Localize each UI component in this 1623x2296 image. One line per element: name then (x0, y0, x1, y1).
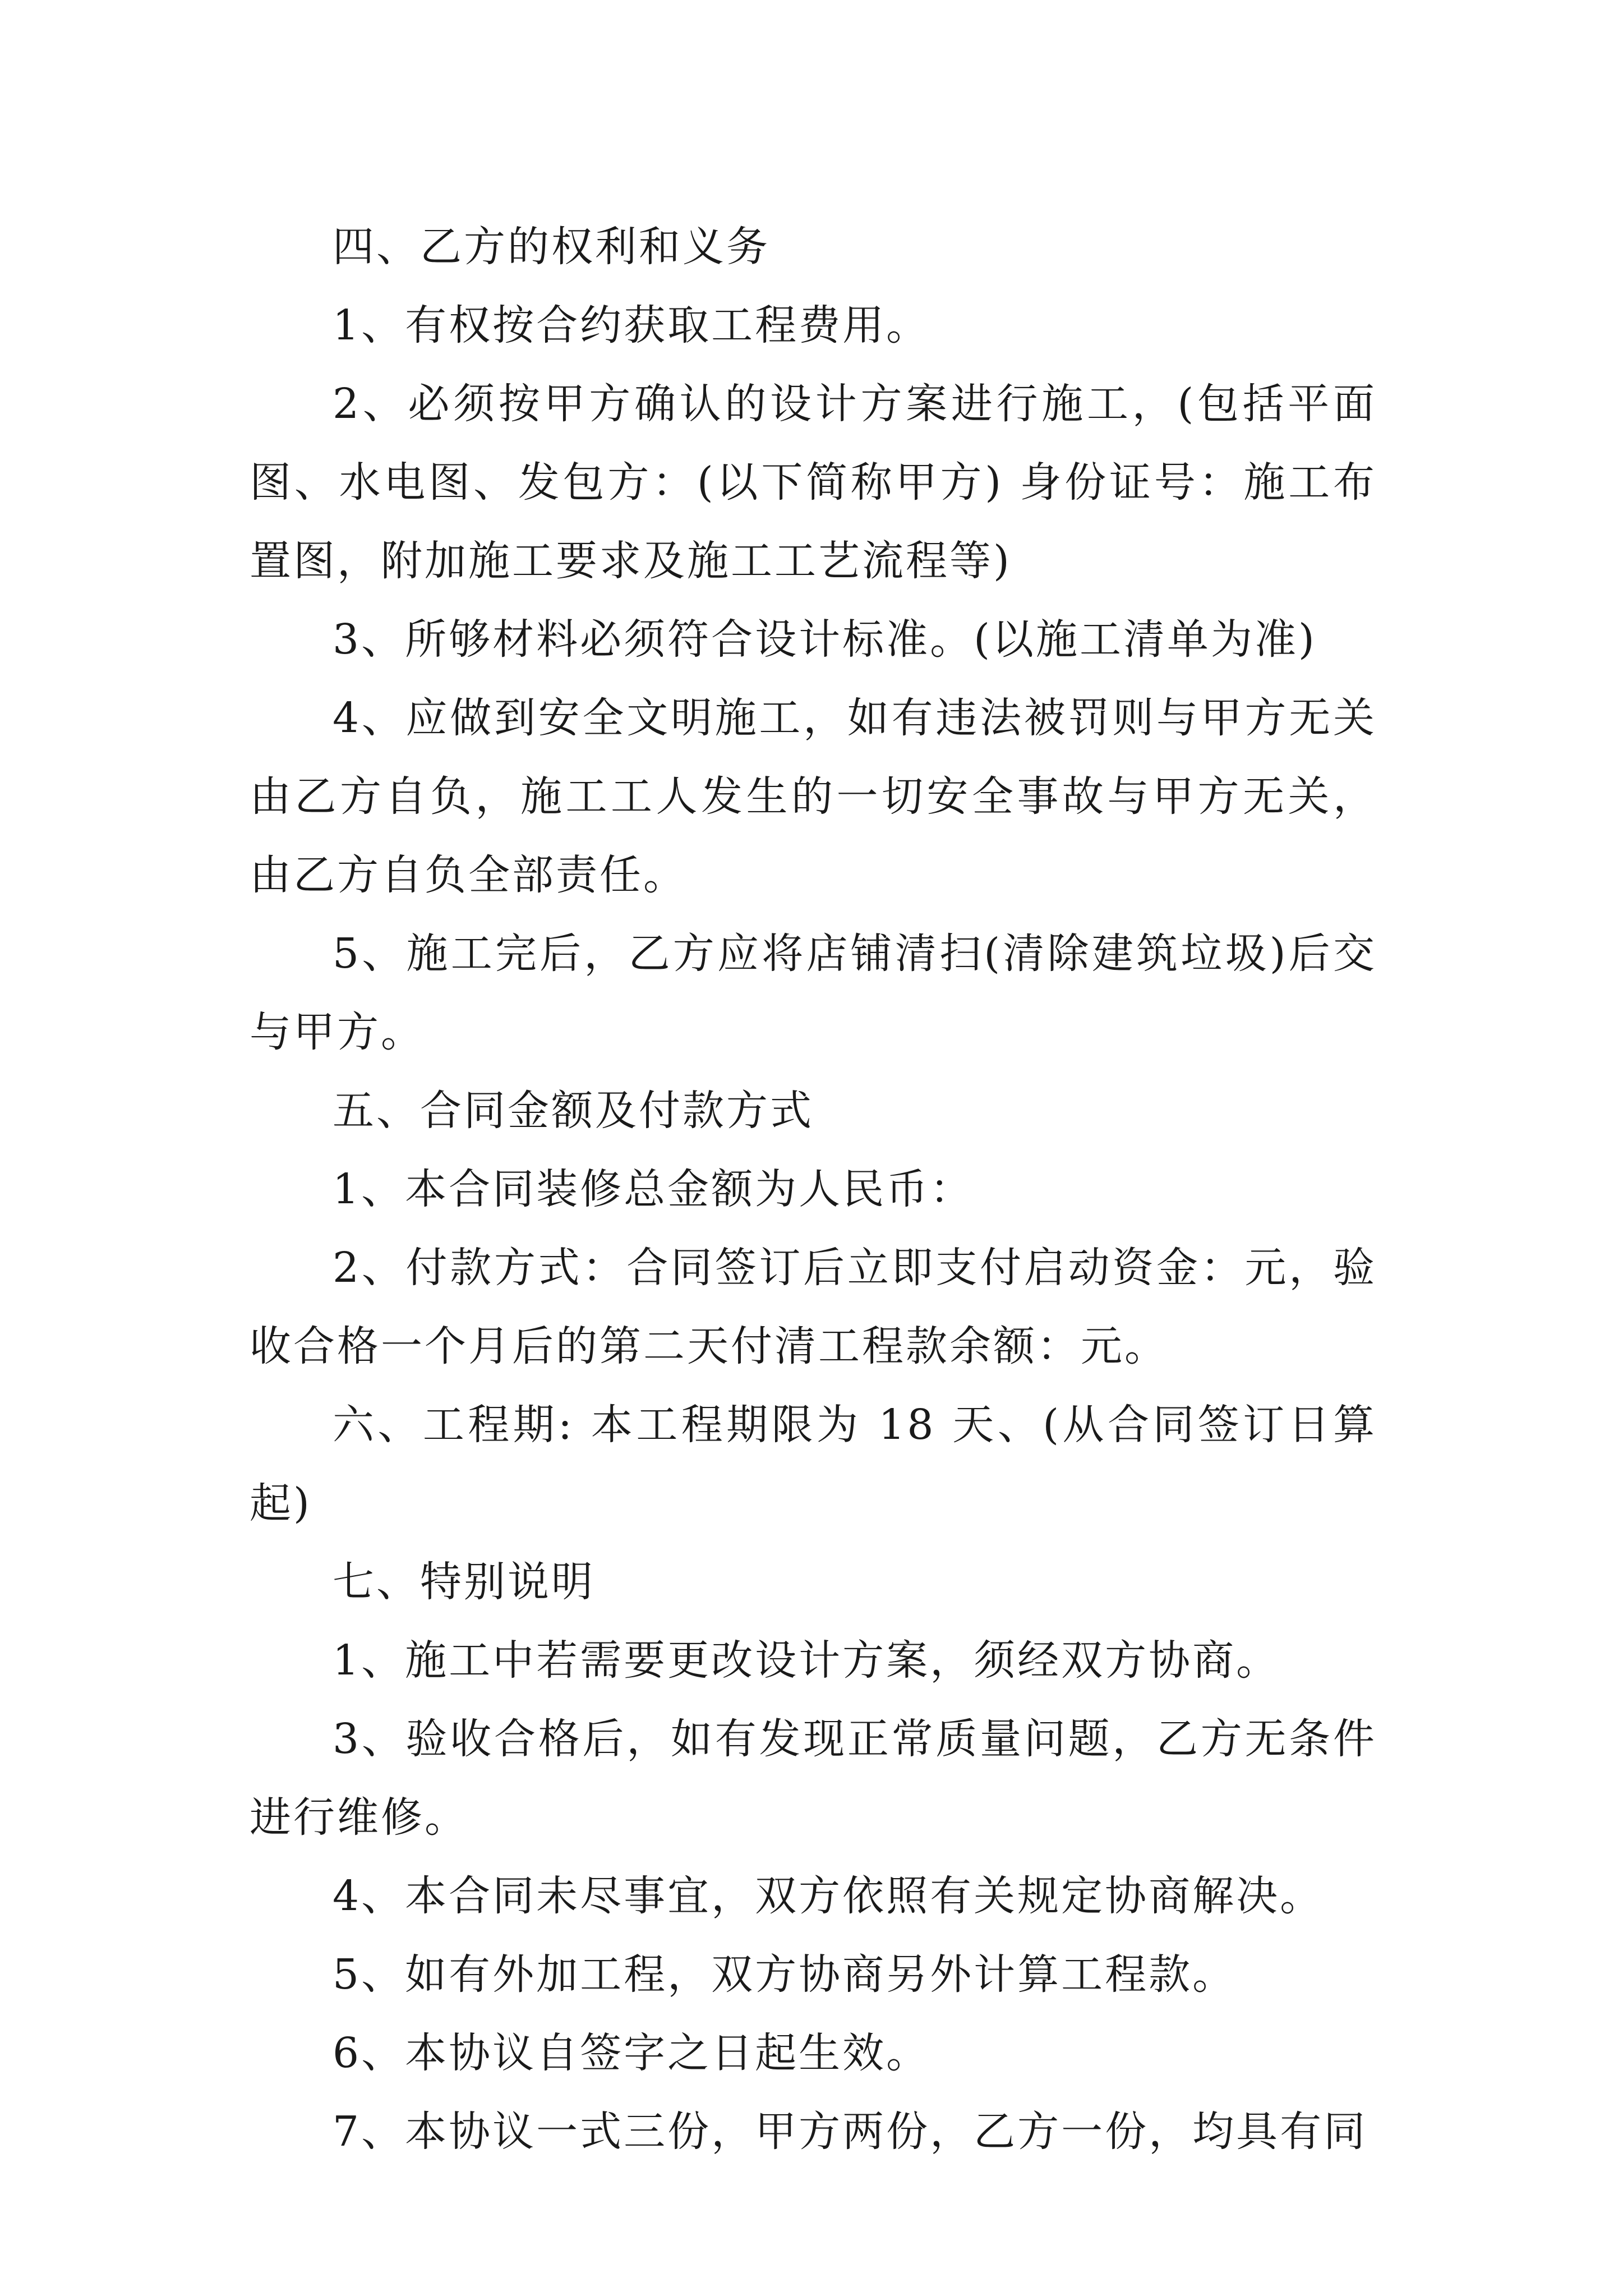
section-heading-special-notes: 七、特别说明 (333, 1558, 595, 1606)
clause-paragraph: 3、验收合格后，如有发现正常质量问题，乙方无条件进行维修。 (250, 1715, 1377, 1842)
clause-paragraph: 1、有权按合约获取工程费用。 (333, 301, 930, 349)
section-heading-party-b-rights: 四、乙方的权利和义务 (333, 223, 770, 271)
clause-paragraph: 6、本协议自签字之日起生效。 (333, 2029, 930, 2077)
clause-paragraph: 5、如有外加工程，双方协商另外计算工程款。 (333, 1950, 1237, 1999)
document-body (250, 208, 1377, 2171)
section-heading-contract-amount: 五、合同金额及付款方式 (333, 1087, 814, 1135)
clause-paragraph: 5、施工完后，乙方应将店铺清扫(清除建筑垃圾)后交与甲方。 (250, 930, 1377, 1056)
section-heading-construction-period: 六、工程期: 本工程期限为 18 天、(从合同签订日算起) (250, 1401, 1377, 1527)
clause-paragraph: 2、必须按甲方确认的设计方案进行施工，(包括平面图、水电图、发包方：(以下简称甲方) 身份证号：施工布置图，附加施工要求及施工工艺流程等) (250, 380, 1377, 585)
clause-paragraph: 4、应做到安全文明施工，如有违法被罚则与甲方无关由乙方自负，施工工人发生的一切安全事故与甲方无关，由乙方自负全部责任。 (250, 694, 1377, 899)
clause-paragraph: 1、施工中若需要更改设计方案，须经双方协商。 (333, 1636, 1280, 1685)
clause-paragraph: 1、本合同装修总金额为人民币： (333, 1165, 974, 1213)
clause-paragraph: 2、付款方式：合同签订后立即支付启动资金：元，验收合格一个月后的第二天付清工程款余额：元。 (250, 1244, 1377, 1370)
clause-paragraph: 7、本协议一式三份，甲方两份，乙方一份，均具有同 (333, 2108, 1368, 2156)
clause-paragraph: 4、本合同未尽事宜，双方依照有关规定协商解决。 (333, 1872, 1324, 1920)
clause-paragraph: 3、所够材料必须符合设计标准。(以施工清单为准) (333, 615, 1317, 664)
